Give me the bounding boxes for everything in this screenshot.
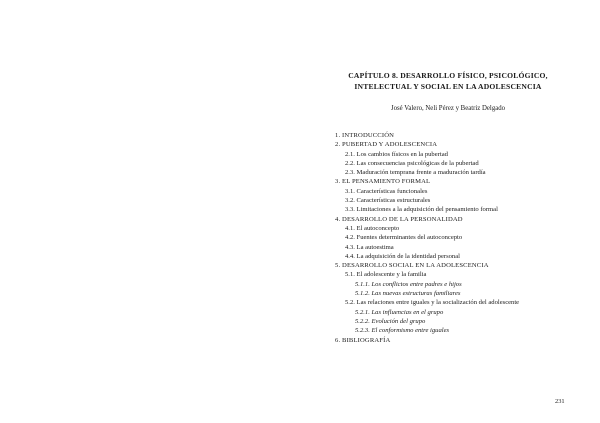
toc-item-1: 1. INTRODUCCIÓN	[335, 132, 395, 139]
toc-item-5-2-2: 5.2.2. Evolución del grupo	[355, 317, 426, 325]
chapter-authors: José Valero, Neli Pérez y Beatriz Delgado	[390, 105, 506, 112]
toc-item-3-1: 3.1. Características funcionales	[345, 187, 428, 195]
toc-item-4: 4. DESARROLLO DE LA PERSONALIDAD	[335, 215, 463, 223]
toc-item-5-1: 5.1. El adolescente y la familia	[345, 271, 427, 279]
toc-item-5: 5. DESARROLLO SOCIAL EN LA ADOLESCENCIA	[335, 262, 489, 270]
toc-item-4-1: 4.1. El autoconcepto	[345, 224, 400, 232]
toc-item-5-1-2: 5.1.2. Las nuevas estructuras familiares	[355, 290, 461, 298]
toc-item-3-2: 3.2. Características estructurales	[345, 197, 431, 205]
toc-item-5-2-1: 5.2.1. Las influencias en el grupo	[355, 308, 444, 316]
toc-item-5-2: 5.2. Las relaciones entre iguales y la socialización del adolescente	[345, 299, 520, 307]
table-of-contents	[335, 131, 575, 345]
toc-item-2-3: 2.3. Maduración temprana frente a maduración tardía	[345, 169, 486, 177]
toc-item-3: 3. EL PENSAMIENTO FORMAL	[335, 178, 431, 186]
toc-item-2-2: 2.2. Las consecuencias psicológicas de la pubertad	[345, 159, 479, 167]
toc-item-3-3: 3.3. Limitaciones a la adquisición del pensamiento formal	[345, 206, 498, 214]
page-number: 231	[555, 398, 565, 405]
toc-item-5-1-1: 5.1.1. Los conflictos entre padres e hijos	[355, 280, 462, 288]
toc-item-6: 6. BIBLIOGRAFÍA	[335, 336, 391, 344]
toc-item-4-3: 4.3. La autoestima	[345, 243, 394, 251]
toc-item-4-4: 4.4. La adquisición de la identidad personal	[345, 252, 460, 260]
toc-item-2-1: 2.1. Los cambios físicos en la pubertad	[345, 150, 448, 158]
chapter-title-line-2: INTELECTUAL Y SOCIAL EN LA ADOLESCENCIA	[354, 82, 542, 91]
chapter-title	[336, 70, 560, 92]
chapter-title-line-1: CAPÍTULO 8. DESARROLLO FÍSICO, PSICOLÓGICO,	[348, 71, 548, 80]
toc-item-2: 2. PUBERTAD Y ADOLESCENCIA	[335, 141, 438, 149]
toc-item-5-2-3: 5.2.3. El conformismo entre iguales	[355, 327, 450, 335]
toc-item-4-2: 4.2. Fuentes determinantes del autoconcepto	[345, 234, 463, 242]
